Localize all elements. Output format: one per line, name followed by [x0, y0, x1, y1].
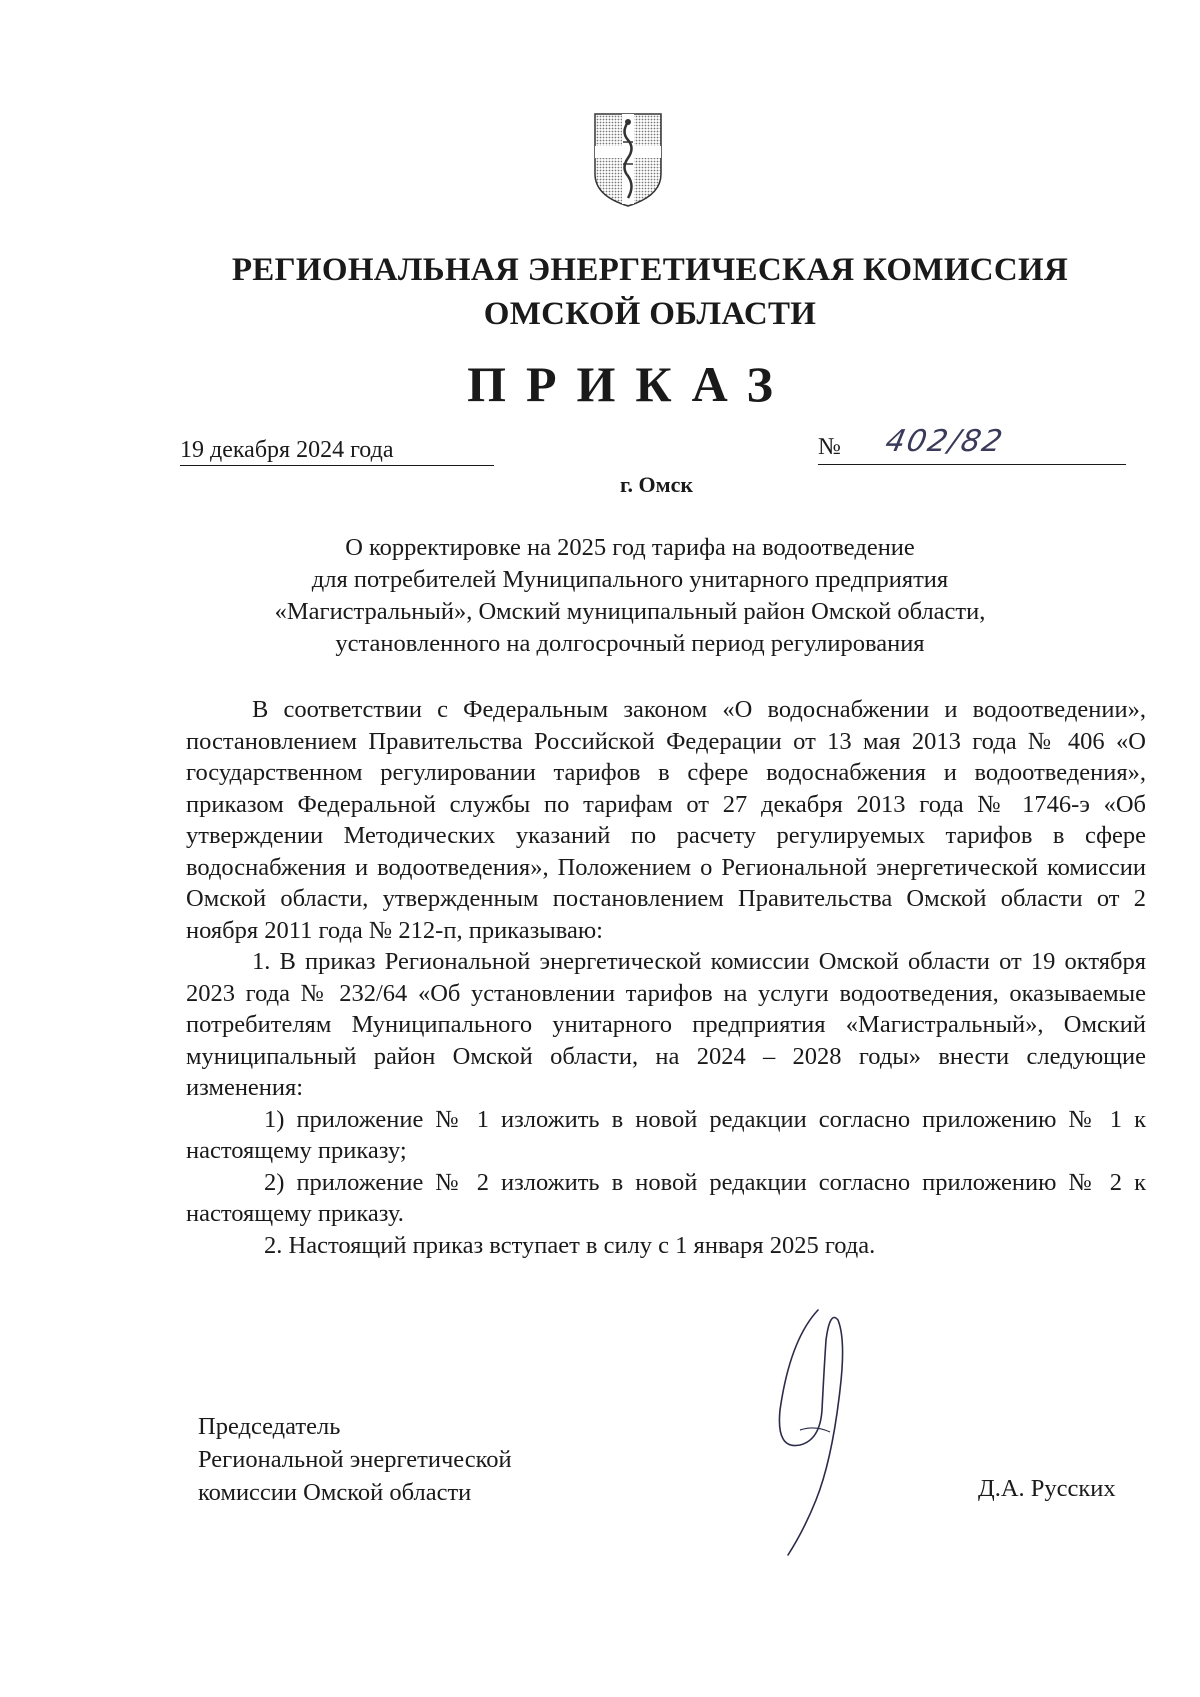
document-number-handwritten: 402/82: [882, 424, 1008, 459]
signatory-position-line: Председатель: [198, 1413, 341, 1440]
item-1-2-paragraph: 2) приложение № 2 изложить в новой редакции согласно приложению № 2 к настоящему приказу.: [186, 1168, 1146, 1227]
subject-line: О корректировке на 2025 год тарифа на водоотведение: [345, 534, 915, 561]
signatory-position-line: Региональной энергетической: [198, 1446, 512, 1473]
document-number-field: [818, 424, 1126, 465]
document-date: 19 декабря 2024 года: [180, 437, 494, 466]
item-2-paragraph: 2. Настоящий приказ вступает в силу с 1 января 2025 года.: [264, 1231, 876, 1259]
signer-name: Д.А. Русских: [978, 1475, 1116, 1502]
document-body: [186, 694, 1146, 1261]
document-subject: [130, 532, 1130, 660]
org-title-line1: РЕГИОНАЛЬНАЯ ЭНЕРГЕТИЧЕСКАЯ КОМИССИЯ: [231, 252, 1069, 288]
signatory-position-line: комиссии Омской области: [198, 1479, 472, 1506]
signatory-position: [198, 1410, 512, 1509]
item-1-paragraph: 1. В приказ Региональной энергетической комиссии Омской области от 19 октября 2023 года № 232/64 «Об установлении тарифов на услуги водоотведения, оказываемые потребителям Муниципального унитарного предприятия «Магистральный», Омский муниципальный район Омской области, на 2024 – 2028 годы» внести следующие изменения:: [186, 948, 1146, 1101]
subject-line: «Магистральный», Омский муниципальный район Омской области,: [274, 598, 986, 625]
subject-line: для потребителей Муниципального унитарного предприятия: [311, 566, 949, 593]
preamble-paragraph: В соответствии с Федеральным законом «О водоснабжении и водоотведении», постановлением Правительства Российской Федерации от 13 мая 2013 года № 406 «О государственном регулировании тарифов в сфере водоснабжения и водоотведения», приказом Федеральной службы по тарифам от 27 декабря 2013 года № 1746-э «Об утверждении Методических указаний по расчету регулируемых тарифов в сфере водоснабжения и водоотведения», Положением о Региональной энергетической комиссии Омской области, утвержденным постановлением Правительства Омской области от 2 ноября 2011 года № 212-п, приказываю:: [186, 696, 1146, 944]
number-sign: №: [818, 434, 841, 460]
subject-line: установленного на долгосрочный период регулирования: [335, 630, 925, 657]
document-type-title: ПРИКАЗ: [467, 356, 793, 412]
coat-of-arms-icon: [593, 112, 663, 208]
document-city: г. Омск: [620, 472, 694, 497]
handwritten-signature-icon: [760, 1300, 880, 1560]
org-title-line2: ОМСКОЙ ОБЛАСТИ: [483, 296, 817, 332]
item-1-1-paragraph: 1) приложение № 1 изложить в новой редакции согласно приложению № 1 к настоящему приказу;: [186, 1105, 1146, 1164]
